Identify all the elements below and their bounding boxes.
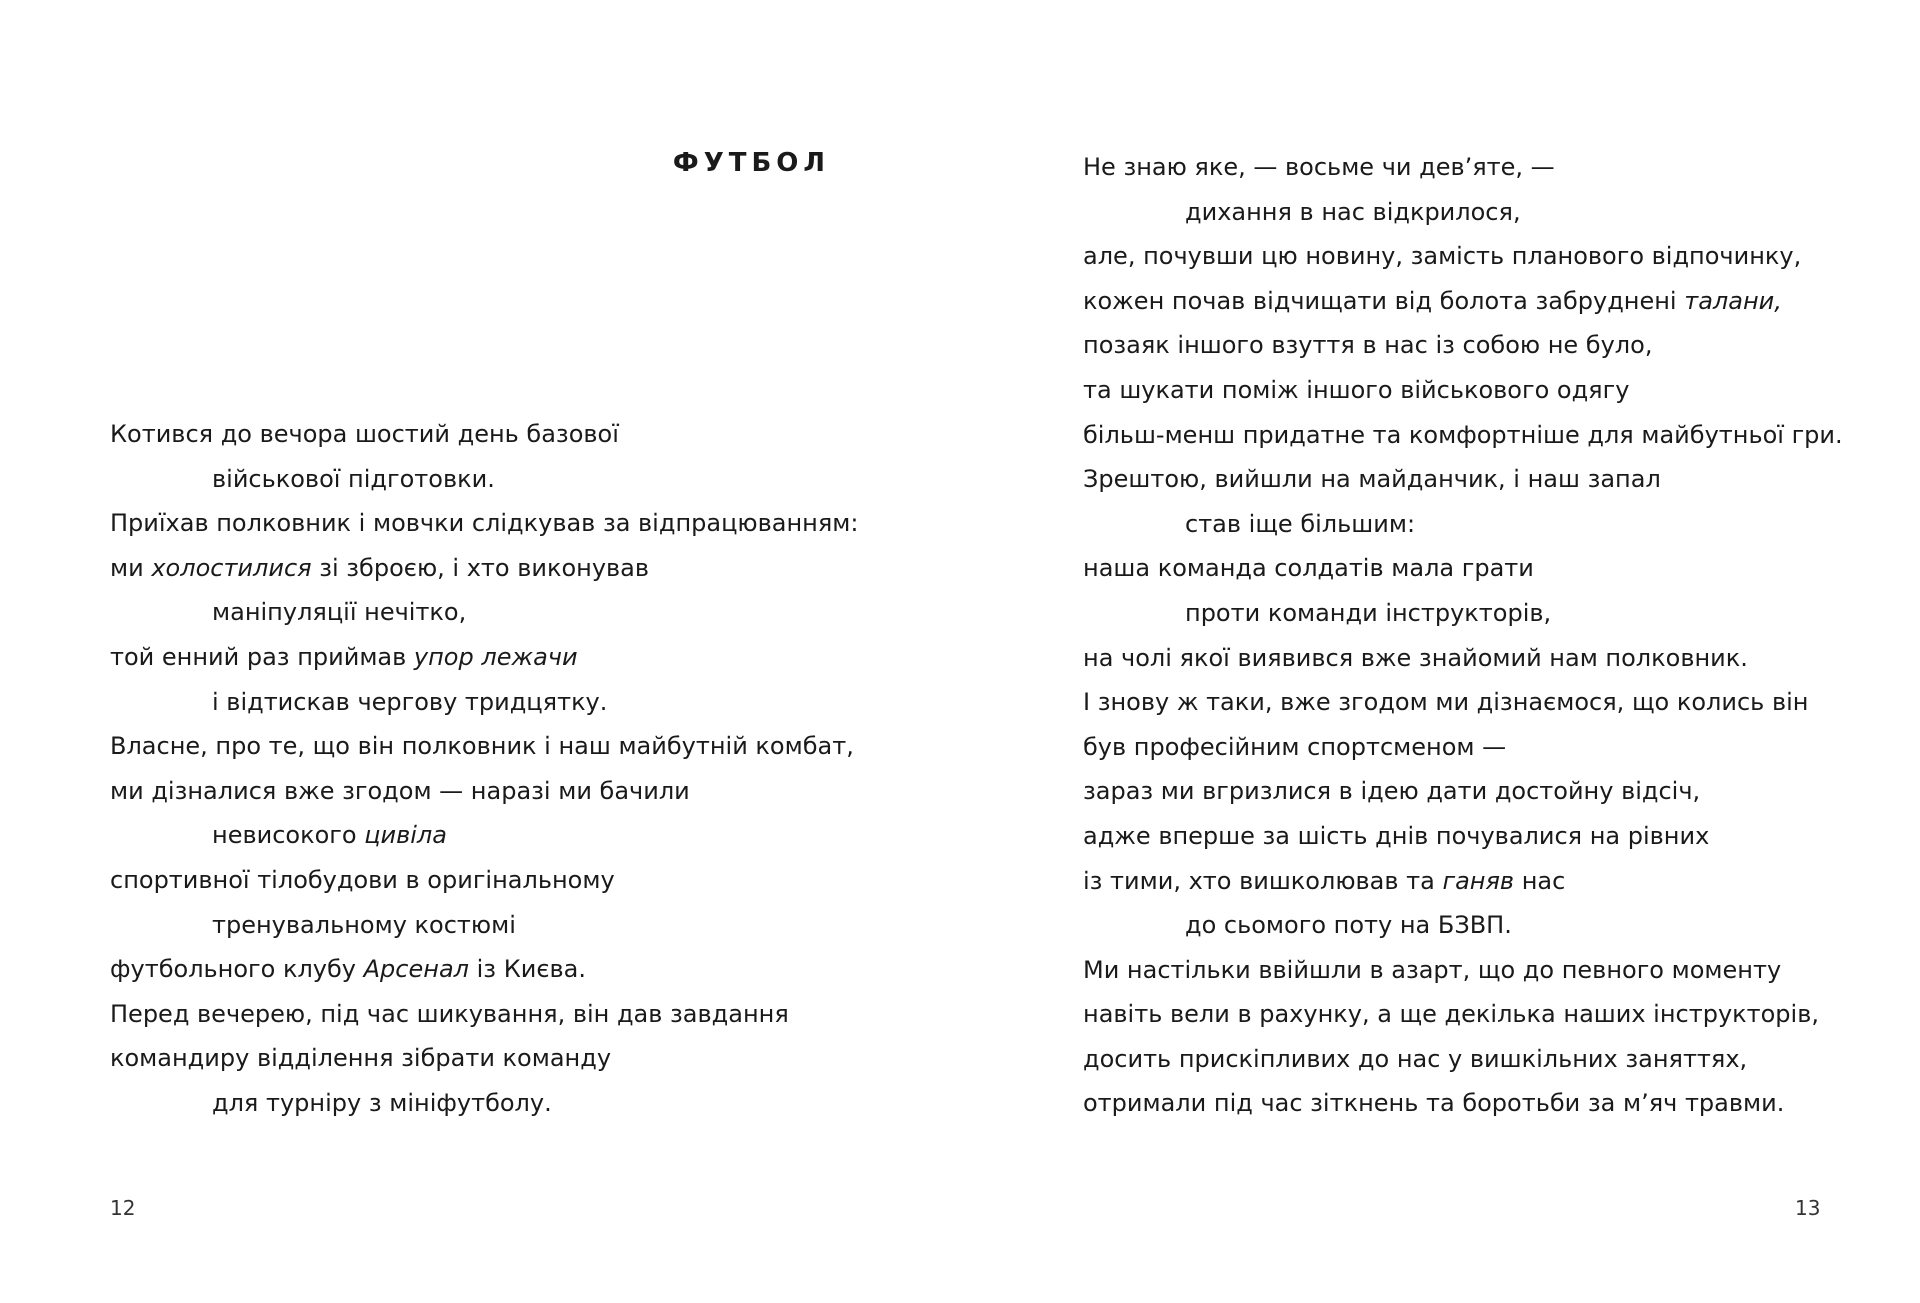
text-span: кожен почав відчищати від болота забруднені <box>1083 286 1685 315</box>
poem-line <box>110 1081 858 1126</box>
poem-line <box>1083 323 1843 368</box>
text-span: отримали під час зіткнень та боротьби за м’яч травми. <box>1083 1089 1785 1118</box>
poem-line <box>1083 145 1843 190</box>
text-span: і відтискав чергову тридцятку. <box>212 687 608 716</box>
chapter-title: ФУТБОЛ <box>672 148 830 178</box>
poem-line <box>110 412 858 457</box>
text-span: той енний раз приймав <box>110 642 414 671</box>
text-span: до сьомого поту на БЗВП. <box>1185 911 1512 940</box>
text-span: позаяк іншого взуття в нас із собою не було, <box>1083 331 1653 360</box>
poem-line <box>1083 680 1843 725</box>
text-span: Не знаю яке, — восьме чи дев’яте, — <box>1083 153 1555 181</box>
poem-line <box>110 501 858 546</box>
text-span: наша команда солдатів мала грати <box>1083 554 1534 583</box>
page-number-left: 12 <box>110 1196 136 1220</box>
left-page-poem <box>110 412 858 1126</box>
text-span: та шукати поміж іншого військового одягу <box>1083 375 1630 404</box>
italic-text: ганяв <box>1442 866 1515 895</box>
poem-line <box>110 992 858 1037</box>
page-number-right: 13 <box>1795 1196 1821 1220</box>
poem-line <box>1083 413 1843 458</box>
italic-text: Арсенал <box>363 955 469 984</box>
text-span: проти команди інструкторів, <box>1185 598 1552 627</box>
text-span: із тими, хто вишколював та <box>1083 866 1443 895</box>
text-span: ми дізналися вже згодом — наразі ми бачили <box>110 776 690 805</box>
poem-line <box>1083 546 1843 591</box>
text-span: став іще більшим: <box>1185 509 1416 538</box>
text-span: Власне, про те, що він полковник і наш майбутній комбат, <box>110 732 854 761</box>
poem-line <box>1083 859 1843 904</box>
text-span: для турніру з мініфутболу. <box>212 1088 552 1117</box>
text-span: дихання в нас відкрилося, <box>1185 197 1521 226</box>
text-span: військової підготовки. <box>212 464 495 493</box>
poem-line <box>1083 992 1843 1037</box>
text-span: І знову ж таки, вже згодом ми дізнаємося, що колись він <box>1083 688 1809 717</box>
poem-line <box>1083 903 1843 948</box>
poem-line <box>110 858 858 903</box>
text-span: навіть вели в рахунку, а ще декілька наших інструкторів, <box>1083 1000 1819 1029</box>
text-span: Котився до вечора шостий день базової <box>110 420 619 448</box>
text-span: Перед вечерею, під час шикування, він дав завдання <box>110 999 789 1028</box>
text-span: Зрештою, вийшли на майданчик, і наш запал <box>1083 465 1661 494</box>
poem-line <box>110 903 858 948</box>
text-span: ми <box>110 553 152 582</box>
text-span: на чолі якої виявився вже знайомий нам полковник. <box>1083 643 1748 672</box>
text-span: досить прискіпливих до нас у вишкільних заняттях, <box>1083 1044 1748 1073</box>
poem-line <box>1083 636 1843 681</box>
text-span: Ми настільки ввійшли в азарт, що до певного моменту <box>1083 955 1782 984</box>
right-page-poem <box>1083 145 1843 1126</box>
poem-line <box>1083 1081 1843 1126</box>
poem-line <box>1083 279 1843 324</box>
poem-line <box>110 680 858 725</box>
poem-line <box>1083 457 1843 502</box>
text-span: але, почувши цю новину, замість планового відпочинку, <box>1083 242 1802 271</box>
text-span: спортивної тілобудови в оригінальному <box>110 865 615 894</box>
poem-line <box>1083 769 1843 814</box>
poem-line <box>1083 814 1843 859</box>
text-span: із Києва. <box>469 955 586 984</box>
text-span: адже вперше за шість днів почувалися на рівних <box>1083 821 1710 850</box>
poem-line <box>1083 190 1843 235</box>
poem-line <box>1083 234 1843 279</box>
text-span: більш-менш придатне та комфортніше для майбутньої гри. <box>1083 420 1843 449</box>
poem-line <box>110 590 858 635</box>
poem-line <box>110 457 858 502</box>
poem-line <box>110 1036 858 1081</box>
poem-line <box>1083 502 1843 547</box>
text-span: Приїхав полковник і мовчки слідкував за відпрацюванням: <box>110 509 859 538</box>
italic-text: упор лежачи <box>413 642 578 671</box>
poem-line <box>110 947 858 992</box>
poem-line <box>1083 725 1843 770</box>
poem-line <box>1083 591 1843 636</box>
italic-text: талани, <box>1684 286 1782 315</box>
italic-text: цивіла <box>364 821 447 850</box>
poem-line <box>110 769 858 814</box>
text-span: командиру відділення зібрати команду <box>110 1044 612 1073</box>
poem-line <box>110 635 858 680</box>
poem-line <box>1083 1037 1843 1082</box>
text-span: зі зброєю, і хто виконував <box>311 553 650 582</box>
poem-line <box>110 813 858 858</box>
text-span: був професійним спортсменом — <box>1083 732 1507 761</box>
text-span: маніпуляції нечітко, <box>212 598 467 627</box>
text-span: футбольного клубу <box>110 955 364 984</box>
italic-text: холостилися <box>151 553 312 582</box>
text-span: тренувальному костюмі <box>212 910 516 939</box>
poem-line <box>1083 368 1843 413</box>
text-span: нас <box>1514 866 1566 895</box>
poem-line <box>110 546 858 591</box>
text-span: невисокого <box>212 821 365 850</box>
poem-line <box>110 724 858 769</box>
poem-line <box>1083 948 1843 993</box>
text-span: зараз ми вгризлися в ідею дати достойну відсіч, <box>1083 777 1701 806</box>
